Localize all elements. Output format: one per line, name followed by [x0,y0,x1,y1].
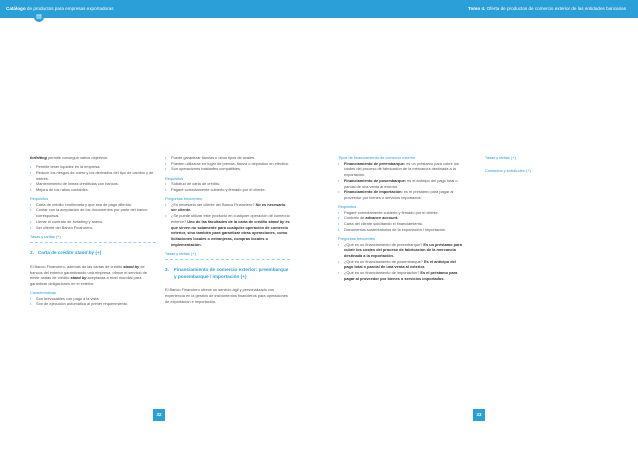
page-number-left: 32 [153,409,165,421]
faq-item: • ¿Qué es un financiamiento de preembarque? Es un préstamo para cubrir los costes del proceso de fabricación de la mercancía destinada a la exportación. [338,242,463,259]
list-item: • Permite tener liquidez en la empresa. [30,164,156,170]
requirements-list [338,210,463,233]
section-2-heading[interactable]: 2. Carta de crédito stand by (+) [30,250,102,256]
list-item: • Financiamiento de posembarque: es el anticipo del pago total o parcial de una venta al exterior. [338,178,463,189]
list-item: • Contar con la aceptación de los documentos por parte del banco corresponsal. [30,207,156,218]
characteristics-heading: Características [30,290,56,296]
forfaiting-intro: forfaiting permite conseguir varios objetivos: [30,155,108,160]
faq-item: • ¿Se puede utilizar este producto en cualquier operación de comercio exterior? Uno de las facultades de la carta de crédito stand by es que sirven no solamente para cualquier operación de comercio exterior, sino también para garantizar otras operaciones, como licitaciones locales o extranjeras, compras locales o implementación. [165,213,290,247]
column-4 [485,155,575,173]
list-item: • Carta de crédito confirmada y que sea de pago diferido. [30,202,156,208]
list-item: • Pagaré correctamente cubierto y firmado por el cliente. [338,210,463,216]
list-item: • Solicitud de carta de crédito. [165,181,290,187]
list-item: • Son operaciones bastantes compatibles. [165,166,290,172]
faq-item: • ¿Es necesario ser cliente del Banco Financiero? No es necesario ser cliente. [165,202,290,213]
list-item: • Llenar el contrato de forfaiting y anexo. [30,219,156,225]
list-item: • Documentos sustentatorios de la exportación / importación. [338,227,463,233]
requirements-list [30,202,156,231]
financing-types-list [338,161,463,201]
column-3 [338,155,463,282]
section-3-heading[interactable]: 3. Financiamiento de comercio exterior: preembarque y posembarque / importación (+) [165,267,289,279]
financing-paragraph: El Banco Financiero ofrece un servicio ágil y personalizado con experiencia en la gestión de instrumentos financieros para operaciones de exportación e importación. [165,287,288,304]
list-item: • Puede garantizar fianzas u otros tipos de avales. [165,155,290,161]
list-item: • Son de ejecución automática al primer requerimiento. [30,301,156,307]
top-header-bar [0,0,638,18]
list-item: • Pueden utilizarse en lugar de prenda, fianza o depósitos en efectivo. [165,161,290,167]
rates-link[interactable]: Tasas y tarifas (+) [165,250,196,256]
catalog-title: Catálogo de productos para empresas exportadoras [6,6,114,11]
list-item: • Contrato de advance account. [338,215,463,221]
list-item: • Ser cliente del Banco Financiero. [30,225,156,231]
bank-icon: ▤ [34,12,44,22]
list-item: • Mantenimiento de líneas crediticias con bancos. [30,181,156,187]
rates-link[interactable]: Tasas y tarifas (+) [485,155,516,160]
list-item: • Financiamiento de importación: es el préstamo para pagar al proveedor por bienes o servicios importados. [338,189,463,200]
requirements-heading: Requisitos [30,196,49,201]
characteristics-list [30,296,156,307]
bank-name: Banco Financiero [48,14,86,20]
volume-title: Tomo 4. Oferta de productos de comercio exterior de las entidades bancarias [468,6,626,11]
faq-item: • ¿Qué es un financiamiento de importación? Es el préstamo para pagar al proveedor por bienes o servicios importados. [338,270,463,281]
requirements-heading: Requisitos [165,175,184,181]
faq-heading: Preguntas frecuentes [338,235,375,241]
objectives-list [30,164,156,193]
list-item: • Son irrevocables con pago a la vista. [30,296,156,302]
faq-heading: Preguntas frecuentes [165,196,202,201]
faq-list [338,242,463,282]
list-item: • Carta del cliente solicitando el financiamiento. [338,221,463,227]
standby-paragraph: El Banco Financiero, además de las cartas de crédito stand by de bancos del exterior garantizando una empresa, ofrece el servicio de emitir cartas de crédito stand by aceptadas a nivel mundial para garantizar obligaciones en el exterior. [30,263,148,286]
column-2 [165,155,290,305]
faq-list [165,202,290,248]
standby-features-list [165,155,290,172]
list-item: • Mejora de los ratios contables. [30,187,156,193]
faq-item: • ¿Qué es un financiamiento de posembarque? Es el anticipo del pago total o parcial de una venta al exterior. [338,259,463,270]
rates-link[interactable]: Tasas y tarifas (+) [30,233,61,239]
page-number-right: 33 [473,409,485,421]
requirements-list [165,181,290,192]
list-item: • Reducir los riesgos de cobro y los derivados del tipo de cambio y de interés. [30,170,156,181]
column-1 [30,155,156,307]
list-item: • Pagaré correctamente cubierto y firmado por el cliente. [165,187,290,193]
bank-brand [34,12,85,22]
list-item: • Financiamiento de preembarque: es un préstamo para cubrir los costes del proceso de fabricación de la mercancía destinada a la exportación. [338,161,463,178]
contacts-link[interactable]: Contactos y solicitudes (+) [485,167,531,173]
financing-types-heading: Tipos de financiamiento de comercio exterior [338,155,416,160]
requirements-heading: Requisitos [338,204,357,210]
